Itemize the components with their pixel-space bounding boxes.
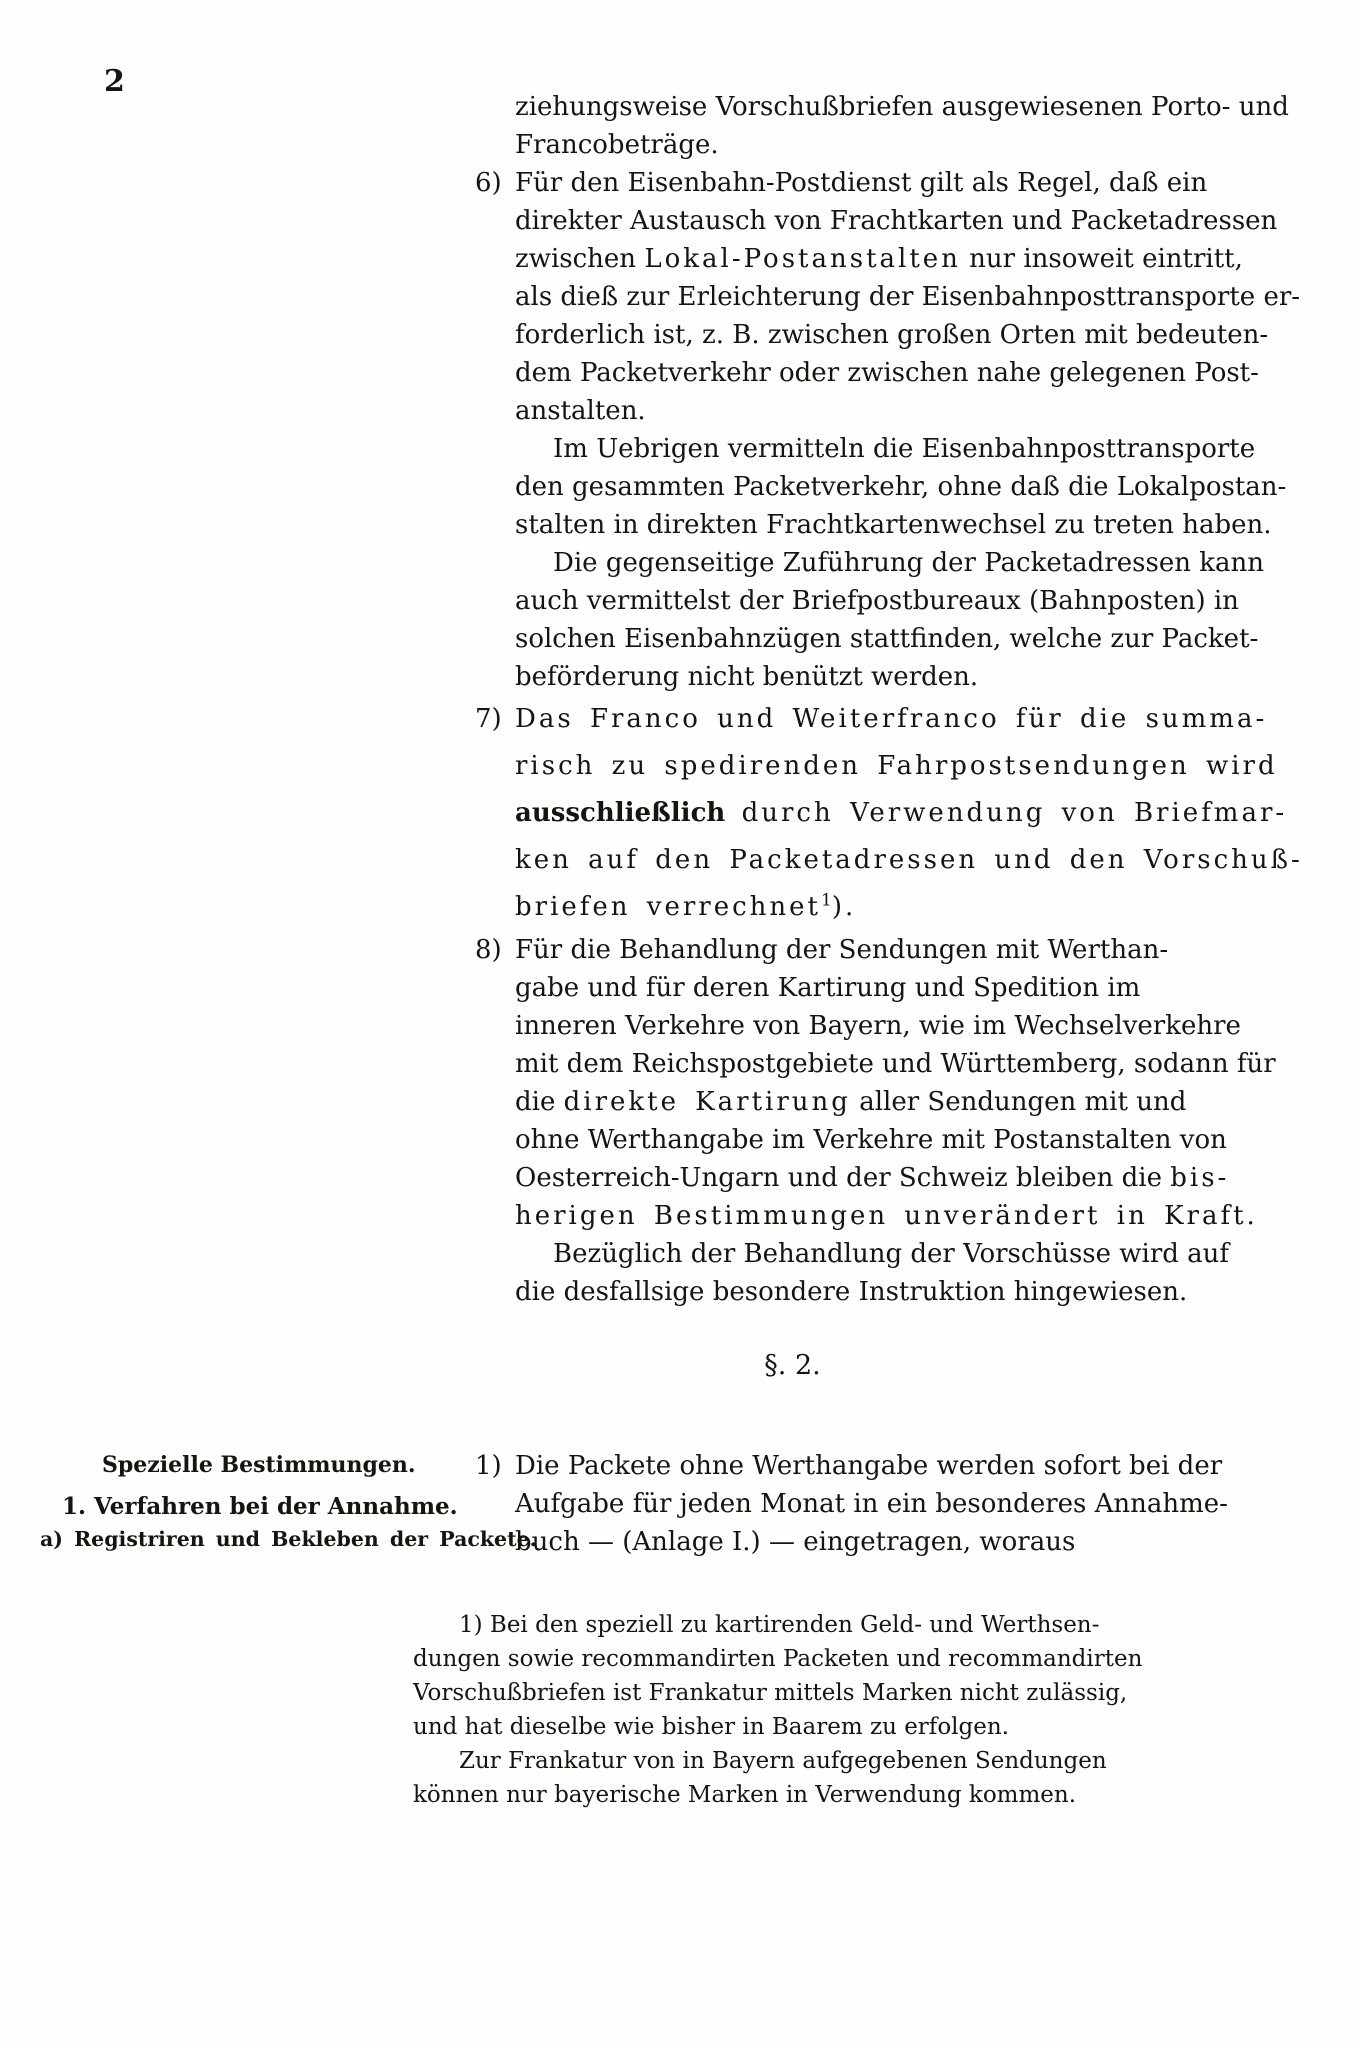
footnote-line: Vorschußbriefen ist Frankatur mittels Marken nicht zulässig,: [413, 1680, 1128, 1706]
text-line: [475, 790, 1288, 837]
text-line: Für die Behandlung der Sendungen mit Werthan-: [515, 935, 1169, 965]
text-line: Bezüglich der Behandlung der Vorschüsse wird auf: [553, 1239, 1230, 1269]
footnote-block: [413, 1608, 1238, 1812]
text-segment-spaced: ).: [831, 892, 857, 922]
text-line: [475, 240, 1243, 278]
text-line: forderlich ist, z. B. zwischen großen Orten mit bedeuten-: [515, 320, 1269, 350]
text-line: mit dem Reichspostgebiete und Württemberg, sodann für: [515, 1049, 1276, 1079]
text-line: inneren Verkehre von Bayern, wie im Wechselverkehre: [515, 1011, 1241, 1041]
item-number: 7): [475, 704, 502, 734]
text-line: buch — (Anlage I.) — eingetragen, woraus: [515, 1527, 1076, 1557]
text-line: solchen Eisenbahnzügen stattfinden, welche zur Packet-: [515, 624, 1259, 654]
paragraph: [475, 544, 1264, 696]
text-line: [475, 1083, 1240, 1121]
page-number: 2: [104, 64, 125, 99]
margin-note-heading: Spezielle Bestimmungen.: [102, 1452, 416, 1478]
margin-notes: [40, 1452, 537, 1551]
text-line: als dieß zur Erleichterung der Eisenbahnposttransporte er-: [515, 282, 1301, 312]
text-line: auch vermittelst der Briefpostbureaux (Bahnposten) in: [515, 586, 1239, 616]
text-segment: nur insoweit eintritt,: [960, 244, 1243, 274]
text-line: Die Packete ohne Werthangabe werden sofort bei der: [515, 1451, 1223, 1481]
text-segment-spaced: durch Verwendung von Briefmar-: [725, 798, 1288, 828]
margin-note-sub1: 1. Verfahren bei der Annahme.: [62, 1493, 458, 1520]
text-line: Die gegenseitige Zuführung der Packetadressen kann: [553, 548, 1264, 578]
footnote-line: und hat dieselbe wie bisher in Baarem zu erfolgen.: [413, 1714, 1009, 1740]
list-item-1: [475, 1447, 1240, 1561]
text-line: beförderung nicht benützt werden.: [515, 662, 979, 692]
text-line: dem Packetverkehr oder zwischen nahe gelegenen Post-: [515, 358, 1259, 388]
text-line: Das Franco und Weiterfranco für die summa-: [515, 704, 1268, 734]
text-line: Für den Eisenbahn-Postdienst gilt als Regel, daß ein: [515, 168, 1208, 198]
main-text-column: [475, 88, 1303, 1561]
text-line: [475, 1159, 1240, 1197]
text-segment: zwischen: [515, 244, 645, 274]
list-item-6: [475, 164, 1301, 430]
footnote-line: 1) Bei den speziell zu kartirenden Geld- und Werthsen-: [459, 1612, 1100, 1638]
text-line: Im Uebrigen vermitteln die Eisenbahnposttransporte: [553, 434, 1256, 464]
footnote-reference: 1: [821, 890, 832, 911]
text-line: stalten in direkten Frachtkartenwechsel zu treten haben.: [515, 510, 1272, 540]
footnote-line: können nur bayerische Marken in Verwendung kommen.: [413, 1782, 1077, 1808]
text-line: herigen Bestimmungen unverändert in Kraft.: [515, 1201, 1258, 1231]
text-line: den gesammten Packetverkehr, ohne daß die Lokalpostan-: [515, 472, 1287, 502]
text-segment-spaced: bis-: [1170, 1163, 1230, 1193]
text-line: Francobeträge.: [515, 130, 719, 160]
list-item-8: [475, 931, 1276, 1235]
text-line: risch zu spedirenden Fahrpostsendungen wird: [515, 751, 1278, 781]
text-line: gabe und für deren Kartirung und Spedition im: [515, 973, 1141, 1003]
paragraph: [475, 1235, 1240, 1311]
text-segment: die: [515, 1087, 564, 1117]
footnote-line: Zur Frankatur von in Bayern aufgegebenen Sendungen: [459, 1748, 1107, 1774]
text-line: anstalten.: [515, 396, 646, 426]
item-number: 6): [475, 168, 502, 198]
text-line: Aufgabe für jeden Monat in ein besonderes Annahme-: [515, 1489, 1228, 1519]
text-segment-spaced: direkte Kartirung: [563, 1087, 851, 1117]
text-segment: Oesterreich-Ungarn und der Schweiz bleiben die: [515, 1163, 1171, 1193]
paragraph-continuation: [475, 88, 1289, 164]
text-segment-spaced: briefen verrechnet: [515, 892, 821, 922]
section-heading: §. 2.: [764, 1350, 821, 1381]
text-line: ken auf den Packetadressen und den Vorschuß-: [515, 845, 1303, 875]
item-number: 8): [475, 935, 502, 965]
footnote-line: dungen sowie recommandirten Packeten und recommandirten: [413, 1646, 1143, 1672]
text-line: ziehungsweise Vorschußbriefen ausgewiesenen Porto- und: [515, 92, 1289, 122]
paragraph: [475, 430, 1287, 544]
text-line: direkter Austausch von Frachtkarten und Packetadressen: [515, 206, 1278, 236]
margin-note-sub2: a) Registriren und Bekleben der Packete.: [40, 1527, 537, 1551]
text-line: die desfallsige besondere Instruktion hingewiesen.: [515, 1277, 1188, 1307]
item-number: 1): [475, 1451, 502, 1481]
text-line: ohne Werthangabe im Verkehre mit Postanstalten von: [515, 1125, 1227, 1155]
text-segment-bold: ausschließlich: [515, 798, 726, 828]
text-segment: aller Sendungen mit und: [850, 1087, 1187, 1117]
list-item-7: [475, 696, 1303, 931]
text-line: [475, 884, 1240, 931]
text-segment-spaced: Lokal-Postanstalten: [644, 244, 961, 274]
